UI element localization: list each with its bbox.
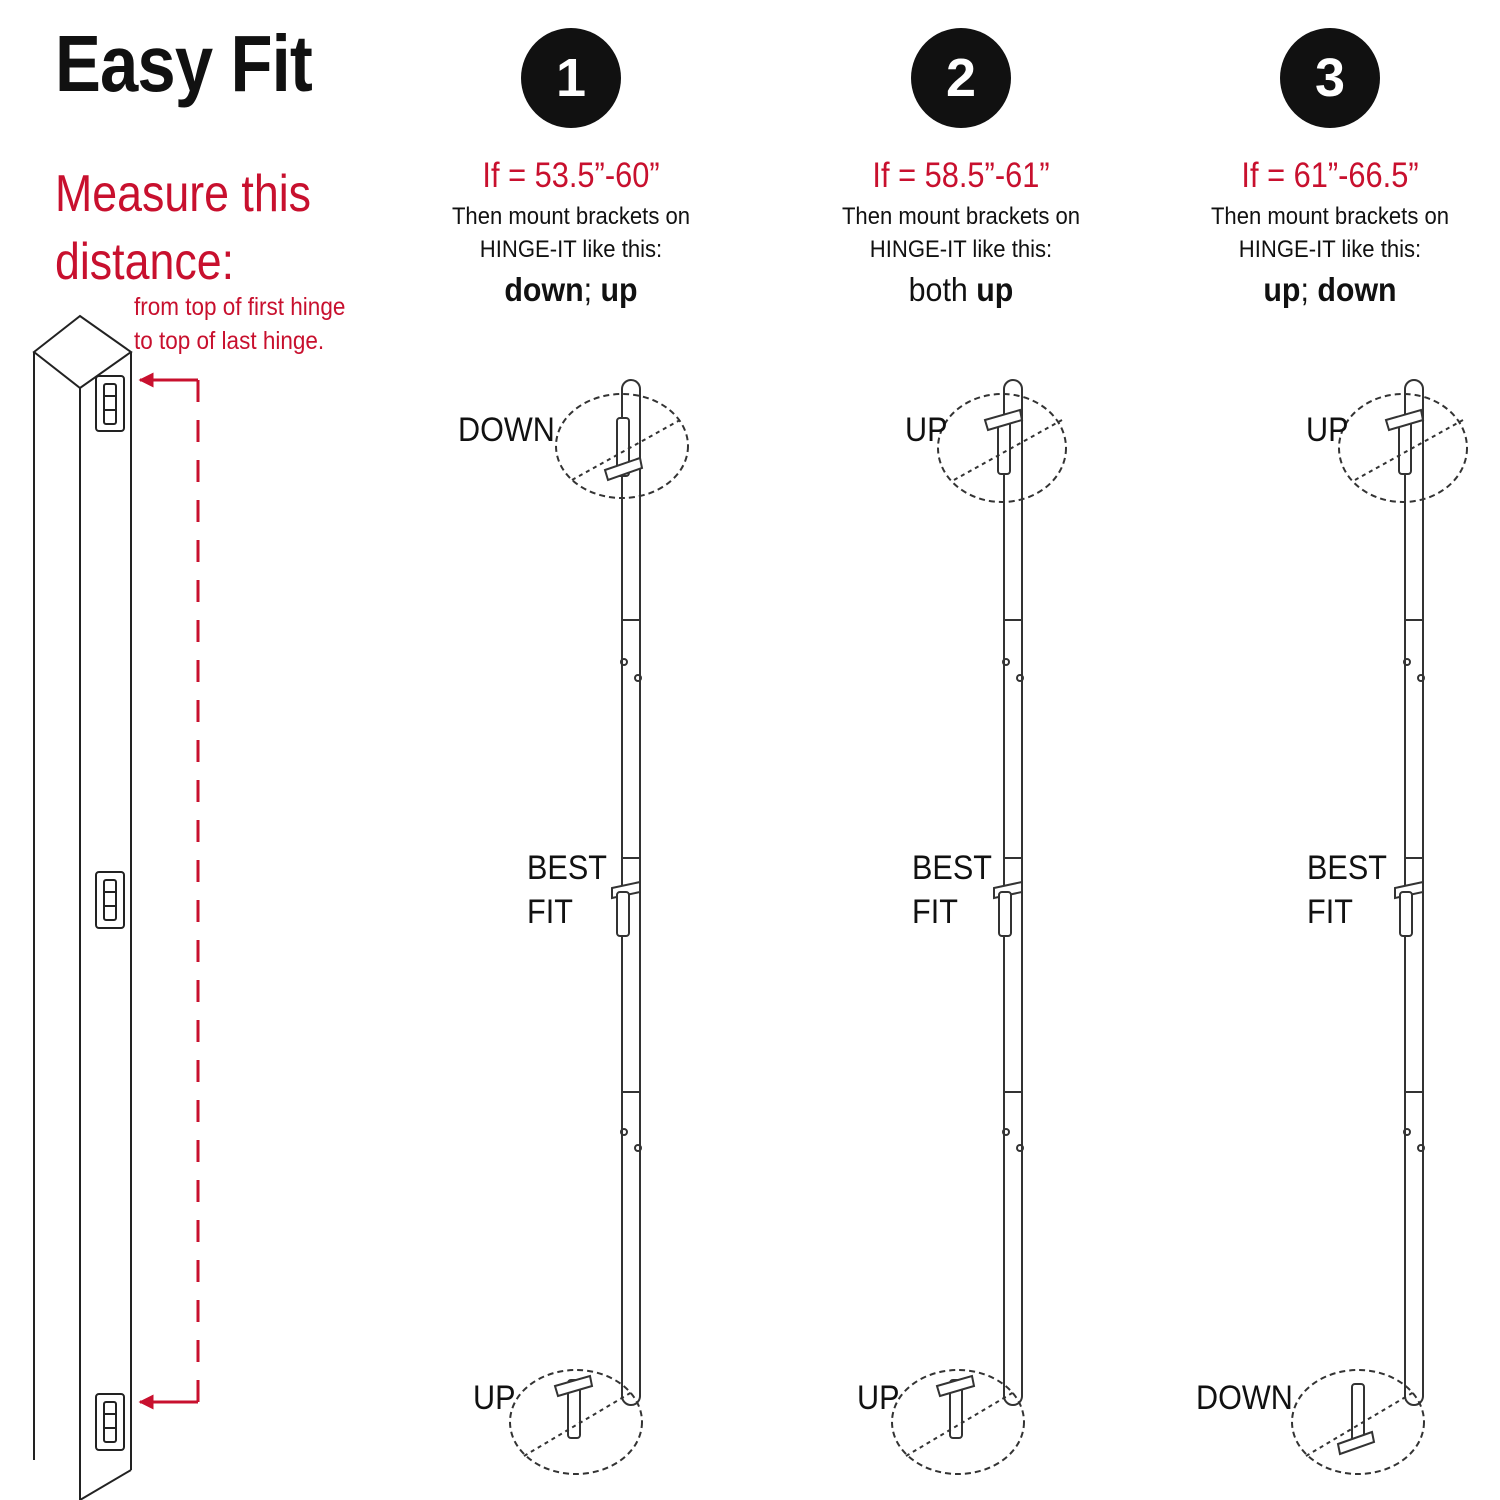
measure-heading-line1: Measure this: [55, 165, 312, 223]
step-2-mode-part1: both: [908, 271, 977, 308]
step-3-instruction-line2: HINGE-IT like this:: [1238, 236, 1422, 263]
step-1-mode-sep: ;: [583, 271, 601, 308]
step-2-number-badge: 2: [911, 28, 1011, 128]
step-3: [1150, 28, 1500, 310]
step-2-middle-label-line2: FIT: [912, 893, 958, 931]
step-1-instruction-line1: Then mount brackets on: [451, 203, 691, 230]
measure-heading-line2: distance:: [55, 233, 235, 291]
step-2-mode-part2: up: [976, 271, 1014, 308]
jamb-hinge-middle-icon: [96, 872, 124, 928]
step-1-middle-label-line2: FIT: [527, 893, 573, 931]
step-1-top-label: DOWN: [458, 411, 555, 449]
step-2-middle-label-line1: BEST: [912, 849, 992, 887]
step-1-mode: [405, 270, 736, 310]
step-3-middle-label: [1307, 846, 1387, 934]
measure-subtext-line1: from top of first hinge: [134, 293, 346, 321]
step-2-mode: [795, 270, 1126, 310]
step-1-middle-label: [527, 846, 607, 934]
page-title: Easy Fit: [55, 19, 312, 108]
step-1: [391, 28, 751, 310]
step-3-instruction-line1: Then mount brackets on: [1210, 203, 1450, 230]
measure-subtext-line2: to top of last hinge.: [134, 327, 325, 355]
step-2-instruction-line2: HINGE-IT like this:: [869, 236, 1053, 263]
step-3-middle-label-line1: BEST: [1307, 849, 1387, 887]
step-3-mode-part1: up: [1263, 271, 1301, 308]
step-2-top-label: UP: [905, 411, 948, 449]
step-1-mode-part1: down: [504, 271, 584, 308]
jamb-hinge-bottom-icon: [96, 1394, 124, 1450]
step-2-middle-label: [912, 846, 992, 934]
step-1-bottom-label: UP: [473, 1379, 516, 1417]
step-3-bottom-label: DOWN: [1196, 1379, 1293, 1417]
step-1-number-badge: 1: [521, 28, 621, 128]
step-3-number-badge: 3: [1280, 28, 1380, 128]
step-3-mode-part2: down: [1317, 271, 1397, 308]
step-3-mode: [1164, 270, 1495, 310]
step-3-range: If = 61”-66.5”: [1241, 156, 1419, 195]
step-2-bottom-label: UP: [857, 1379, 900, 1417]
step-2-instruction-line1: Then mount brackets on: [841, 203, 1081, 230]
step-2: [781, 28, 1141, 310]
step-3-middle-label-line2: FIT: [1307, 893, 1353, 931]
step-3-mode-sep: ;: [1300, 271, 1318, 308]
step-3-top-label: UP: [1306, 411, 1349, 449]
step-2-range: If = 58.5”-61”: [872, 156, 1050, 195]
measurement-indicator: [140, 380, 198, 1402]
step-1-range: If = 53.5”-60”: [482, 156, 660, 195]
jamb-hinge-top-icon: [96, 376, 124, 431]
step-1-middle-label-line1: BEST: [527, 849, 607, 887]
step-1-mode-part2: up: [600, 271, 638, 308]
step-1-instruction-line2: HINGE-IT like this:: [479, 236, 663, 263]
